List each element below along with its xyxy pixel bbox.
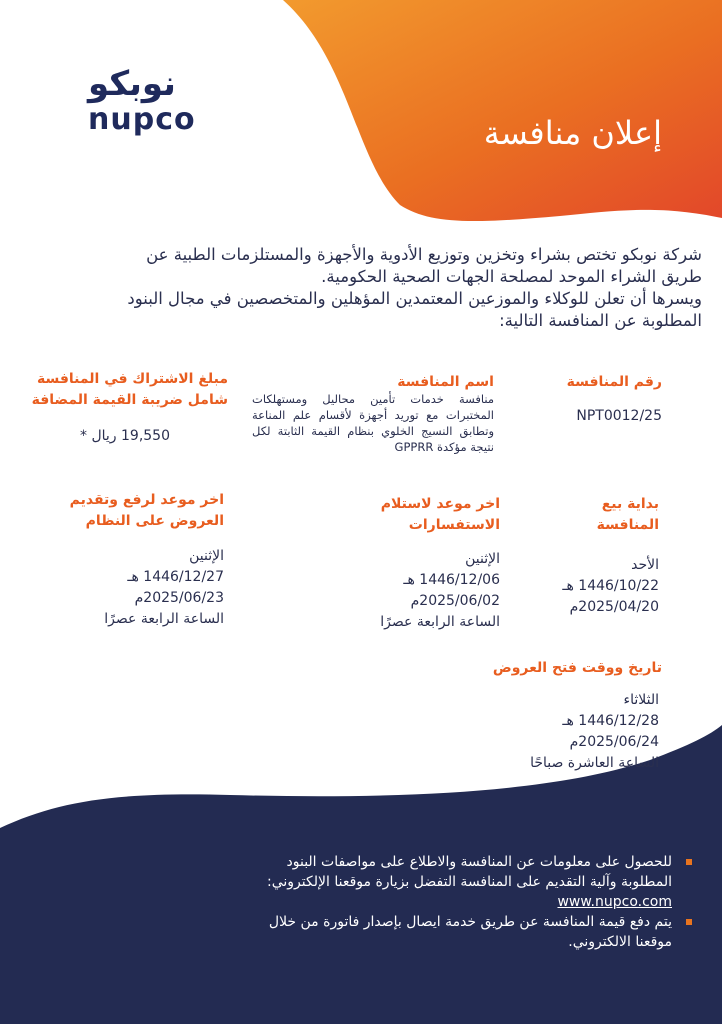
- opening-time: الساعة العاشرة صباحًا: [530, 755, 659, 771]
- inquiries-deadline-label-line1: اخر موعد لاستلام: [380, 496, 500, 512]
- bullet-square-icon: [686, 859, 692, 865]
- intro-line: طريق الشراء الموحد لمصلحة الجهات الصحية الحكومية.: [321, 267, 702, 286]
- sale-start-label-line2: المنافسة: [596, 517, 659, 533]
- subscription-fee-label: [32, 369, 228, 411]
- footer-text-line: يتم دفع قيمة المنافسة عن طريق خدمة ايصال بإصدار فاتورة من خلال: [268, 914, 672, 930]
- nupco-logo-english: nupco: [88, 102, 196, 137]
- intro-line: شركة نوبكو تختص بشراء وتخزين وتوزيع الأدوية والأجهزة والمستلزمات الطبية عن: [146, 245, 702, 264]
- inquiries-deadline-time: الساعة الرابعة عصرًا: [380, 614, 500, 630]
- submission-deadline-label: [70, 490, 224, 532]
- submission-deadline-gregorian: 2025/06/23م: [134, 590, 224, 606]
- footer-text-line: المطلوبة وآلية التقديم على المنافسة التفضل بزيارة موقعنا الإلكتروني:: [267, 874, 672, 890]
- intro-line: ويسرها أن تعلن للوكلاء والموزعين المعتمدين المؤهلين والمتخصصين في مجال البنود: [127, 289, 702, 308]
- inquiries-deadline-day: الإثنين: [465, 551, 500, 567]
- submission-deadline-day: الإثنين: [189, 548, 224, 564]
- sale-start-hijri: 1446/10/22 هـ: [562, 578, 659, 594]
- footer-bullet-item: [84, 912, 672, 952]
- opening-hijri: 1446/12/28 هـ: [562, 713, 659, 729]
- subscription-fee-value: 19,550 ريال *: [80, 428, 170, 444]
- sale-start-label-line1: بداية بيع: [601, 496, 659, 512]
- inquiries-deadline-label: [381, 494, 500, 536]
- sale-start-gregorian: 2025/04/20م: [569, 599, 659, 615]
- footer-text-line: موقعنا الالكتروني.: [568, 934, 672, 950]
- submission-deadline-time: الساعة الرابعة عصرًا: [104, 611, 224, 627]
- bullet-square-icon: [686, 919, 692, 925]
- inquiries-deadline-hijri: 1446/12/06 هـ: [403, 572, 500, 588]
- submission-deadline-hijri: 1446/12/27 هـ: [127, 569, 224, 585]
- footer-bullet-item: [84, 852, 672, 912]
- sale-start-day: الأحد: [631, 557, 659, 573]
- subscription-fee-label-line1: مبلغ الاشتراك في المنافسة: [37, 371, 228, 387]
- opening-dates: [530, 690, 659, 774]
- submission-deadline-label-line2: العروض على النظام: [85, 513, 224, 529]
- submission-deadline-dates: [104, 546, 224, 630]
- intro-line: المطلوبة عن المنافسة التالية:: [499, 311, 702, 330]
- header-orange-shape: [283, 0, 722, 221]
- nupco-logo-arabic: نوبكو: [88, 64, 176, 104]
- tender-number-value: NPT0012/25: [576, 408, 662, 424]
- page-title: إعلان منافسة: [483, 114, 662, 152]
- tender-number-label: رقم المنافسة: [566, 374, 662, 390]
- inquiries-deadline-label-line2: الاستفسارات: [408, 517, 500, 533]
- footer-text-line: للحصول على معلومات عن المنافسة والاطلاع على مواصفات البنود: [286, 854, 672, 870]
- inquiries-deadline-dates: [380, 549, 500, 633]
- footer-info: [84, 852, 684, 952]
- opening-gregorian: 2025/06/24م: [569, 734, 659, 750]
- submission-deadline-label-line1: اخر موعد لرفع وتقديم: [69, 492, 224, 508]
- opening-label: تاريخ ووقت فتح العروض: [492, 660, 662, 676]
- inquiries-deadline-gregorian: 2025/06/02م: [410, 593, 500, 609]
- tender-name-value: منافسة خدمات تأمين محاليل ومستهلكات المختبرات مع توريد أجهزة لأقسام علم المناعة وتطابق النسيج الخلوي بنظام القيمة الثابتة لكل نتيجة مؤكدة GPPRR: [252, 392, 494, 454]
- tender-name-label: اسم المنافسة: [397, 374, 494, 390]
- sale-start-dates: [562, 555, 659, 618]
- sale-start-label: [597, 494, 659, 536]
- intro-paragraph: [52, 244, 702, 332]
- subscription-fee-label-line2: شامل ضريبة القيمة المضافة: [31, 392, 228, 408]
- website-link[interactable]: www.nupco.com: [557, 894, 672, 910]
- opening-day: الثلاثاء: [623, 692, 659, 708]
